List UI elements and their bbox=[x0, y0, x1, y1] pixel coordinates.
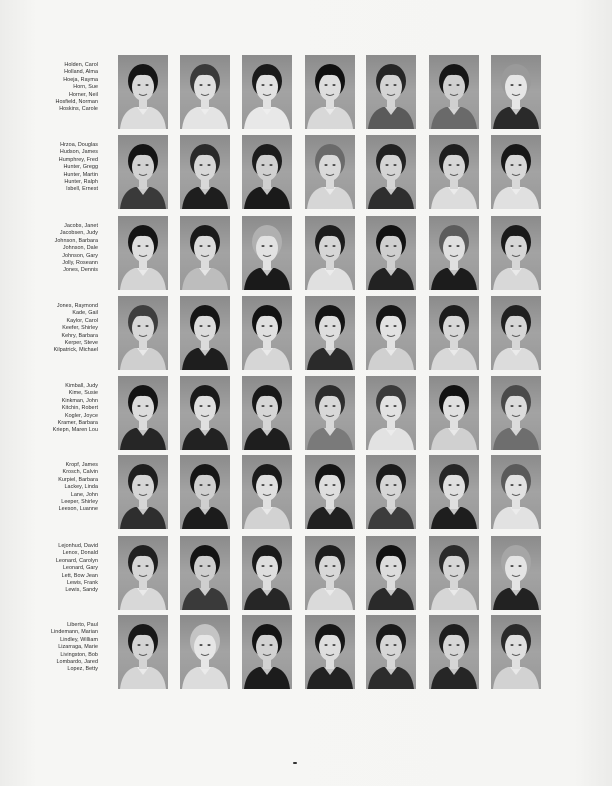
portrait-image bbox=[180, 376, 230, 450]
student-name: Kimball, Judy bbox=[65, 383, 98, 389]
student-name: Holden, Carol bbox=[64, 62, 98, 68]
student-portrait bbox=[242, 536, 292, 610]
student-portrait bbox=[491, 135, 541, 209]
student-portrait bbox=[180, 55, 230, 129]
portrait-image bbox=[242, 216, 292, 290]
student-name: Jones, Raymond bbox=[56, 303, 98, 309]
student-portrait bbox=[242, 615, 292, 689]
student-name: Hoskins, Carole bbox=[59, 106, 98, 113]
student-name: Kerper, Steve bbox=[64, 340, 98, 347]
student-portrait bbox=[366, 216, 416, 290]
student-portrait bbox=[180, 135, 230, 209]
student-row bbox=[0, 536, 612, 612]
name-list bbox=[20, 303, 98, 355]
student-name: Krosch, Calvin bbox=[62, 469, 98, 476]
student-portrait bbox=[491, 216, 541, 290]
portrait-image bbox=[429, 296, 479, 370]
student-portrait bbox=[305, 615, 355, 689]
student-portrait bbox=[429, 216, 479, 290]
student-portrait bbox=[366, 615, 416, 689]
student-name: Kogler, Joyce bbox=[64, 412, 98, 419]
portrait-image bbox=[118, 455, 168, 529]
student-name: Hosfield, Norman bbox=[55, 99, 98, 106]
student-name: Lane, John bbox=[70, 491, 98, 498]
portrait-image bbox=[366, 536, 416, 610]
portrait-image bbox=[366, 376, 416, 450]
portrait-image bbox=[118, 376, 168, 450]
student-portrait bbox=[180, 216, 230, 290]
student-portrait bbox=[491, 615, 541, 689]
student-name: Johnson, Dale bbox=[62, 245, 98, 252]
student-name: Kitchin, Robert bbox=[61, 405, 98, 412]
portrait-image bbox=[366, 296, 416, 370]
student-portrait bbox=[118, 135, 168, 209]
student-name: Johnson, Barbara bbox=[54, 237, 98, 244]
student-portrait bbox=[366, 455, 416, 529]
student-name: Leonard, Carolyn bbox=[55, 557, 98, 564]
student-portrait bbox=[491, 536, 541, 610]
portrait-image bbox=[305, 135, 355, 209]
student-name: Lewis, Frank bbox=[66, 580, 98, 587]
student-name: Kurpiel, Barbara bbox=[58, 476, 98, 483]
student-name: Kade, Gail bbox=[72, 310, 98, 317]
student-name: Kehry, Barbara bbox=[61, 332, 98, 339]
student-portrait bbox=[429, 55, 479, 129]
portrait-image bbox=[305, 615, 355, 689]
student-portrait bbox=[429, 536, 479, 610]
portrait-image bbox=[180, 135, 230, 209]
student-name: Leonard, Gary bbox=[62, 565, 98, 572]
student-name: Jacobs, Janet bbox=[64, 223, 98, 229]
student-name: Liberto, Paul bbox=[67, 622, 98, 628]
portrait-image bbox=[242, 135, 292, 209]
portrait-image bbox=[491, 615, 541, 689]
student-portrait bbox=[242, 135, 292, 209]
student-row bbox=[0, 615, 612, 691]
portrait-image bbox=[491, 296, 541, 370]
portrait-image bbox=[429, 536, 479, 610]
student-name: Leeper, Shirley bbox=[61, 499, 98, 506]
student-name: Jones, Dennis bbox=[63, 267, 98, 274]
student-name: Lackey, Linda bbox=[64, 484, 98, 491]
student-name: Lett, Bow Jean bbox=[61, 572, 98, 579]
student-portrait bbox=[242, 376, 292, 450]
student-portrait bbox=[242, 55, 292, 129]
student-portrait bbox=[305, 536, 355, 610]
student-name: Kinkman, John bbox=[61, 397, 98, 404]
student-portrait bbox=[180, 455, 230, 529]
student-portrait bbox=[305, 455, 355, 529]
portrait-image bbox=[491, 536, 541, 610]
student-portrait bbox=[429, 615, 479, 689]
portrait-image bbox=[366, 615, 416, 689]
student-portrait bbox=[180, 536, 230, 610]
name-list bbox=[20, 622, 98, 674]
student-name: Hoeja, Rayma bbox=[63, 76, 98, 83]
student-portrait bbox=[305, 135, 355, 209]
student-portrait bbox=[180, 376, 230, 450]
portrait-image bbox=[429, 216, 479, 290]
name-list bbox=[20, 462, 98, 514]
portrait-image bbox=[180, 296, 230, 370]
student-portrait bbox=[118, 455, 168, 529]
student-name: Isbell, Ernest bbox=[66, 186, 98, 193]
portrait-image bbox=[242, 376, 292, 450]
student-name: Humphrey, Fred bbox=[58, 156, 98, 163]
portrait-image bbox=[118, 536, 168, 610]
student-portrait bbox=[180, 615, 230, 689]
portrait-image bbox=[491, 216, 541, 290]
portrait-image bbox=[305, 216, 355, 290]
portrait-image bbox=[242, 55, 292, 129]
student-portrait bbox=[118, 536, 168, 610]
student-portrait bbox=[491, 296, 541, 370]
portrait-image bbox=[305, 376, 355, 450]
portrait-image bbox=[242, 455, 292, 529]
student-portrait bbox=[491, 55, 541, 129]
portrait-image bbox=[118, 55, 168, 129]
student-name: Lopez, Betty bbox=[67, 666, 98, 673]
page-mark bbox=[293, 762, 297, 764]
name-list bbox=[20, 543, 98, 595]
student-name: Livingston, Bob bbox=[60, 651, 98, 658]
student-name: Kropf, James bbox=[65, 462, 98, 468]
student-name: Lindley, William bbox=[60, 636, 98, 643]
portrait-image bbox=[118, 615, 168, 689]
portrait-image bbox=[180, 216, 230, 290]
student-name: Lombardo, Jared bbox=[56, 659, 98, 666]
portrait-image bbox=[429, 615, 479, 689]
student-name: Kriepn, Maren Lou bbox=[52, 427, 98, 434]
portrait-image bbox=[429, 455, 479, 529]
student-portrait bbox=[366, 135, 416, 209]
student-portrait bbox=[429, 376, 479, 450]
portrait-image bbox=[118, 296, 168, 370]
student-portrait bbox=[242, 455, 292, 529]
student-name: Hrzoa, Douglas bbox=[60, 142, 98, 148]
portrait-image bbox=[491, 55, 541, 129]
student-name: Kaylor, Carol bbox=[66, 317, 98, 324]
student-row bbox=[0, 455, 612, 531]
student-portrait bbox=[491, 376, 541, 450]
portrait-image bbox=[118, 135, 168, 209]
student-portrait bbox=[305, 55, 355, 129]
student-name: Lejonhud, David bbox=[58, 543, 98, 549]
student-row bbox=[0, 296, 612, 372]
student-name: Keefer, Shirley bbox=[62, 325, 98, 332]
student-name: Kramer, Barbara bbox=[57, 420, 98, 427]
portrait-image bbox=[366, 55, 416, 129]
student-portrait bbox=[180, 296, 230, 370]
name-list bbox=[20, 142, 98, 194]
student-portrait bbox=[429, 455, 479, 529]
student-portrait bbox=[305, 296, 355, 370]
student-name: Kilpatrick, Michael bbox=[53, 347, 98, 354]
student-name: Lenox, Donald bbox=[62, 550, 98, 557]
portrait-image bbox=[242, 296, 292, 370]
student-portrait bbox=[491, 455, 541, 529]
portrait-image bbox=[180, 455, 230, 529]
portrait-image bbox=[180, 536, 230, 610]
student-name: Hunter, Martin bbox=[63, 171, 98, 178]
student-row bbox=[0, 55, 612, 131]
student-name: Johnson, Gary bbox=[62, 252, 98, 259]
student-portrait bbox=[118, 296, 168, 370]
portrait-image bbox=[305, 55, 355, 129]
student-name: Horn, Sue bbox=[73, 84, 98, 91]
student-portrait bbox=[366, 55, 416, 129]
student-portrait bbox=[366, 376, 416, 450]
portrait-image bbox=[491, 135, 541, 209]
portrait-image bbox=[429, 376, 479, 450]
name-list bbox=[20, 383, 98, 435]
student-portrait bbox=[118, 55, 168, 129]
portrait-image bbox=[305, 536, 355, 610]
portrait-image bbox=[491, 455, 541, 529]
student-row bbox=[0, 376, 612, 452]
portrait-image bbox=[242, 536, 292, 610]
student-name: Hunter, Gregg bbox=[63, 164, 98, 171]
portrait-image bbox=[305, 455, 355, 529]
portrait-image bbox=[118, 216, 168, 290]
portrait-image bbox=[366, 455, 416, 529]
student-portrait bbox=[366, 536, 416, 610]
student-portrait bbox=[118, 376, 168, 450]
student-name: Leeson, Luanne bbox=[58, 506, 98, 513]
name-list bbox=[20, 223, 98, 275]
student-portrait bbox=[429, 135, 479, 209]
student-name: Horner, Neil bbox=[68, 91, 98, 98]
student-name: Jolly, Roseann bbox=[62, 260, 98, 267]
student-name: Lizarraga, Marie bbox=[58, 644, 98, 651]
student-name: Lindemann, Marian bbox=[51, 629, 98, 636]
student-portrait bbox=[242, 296, 292, 370]
student-portrait bbox=[366, 296, 416, 370]
student-name: Holland, Alma bbox=[64, 69, 98, 76]
student-name: Hunter, Ralph bbox=[64, 179, 98, 186]
student-portrait bbox=[242, 216, 292, 290]
student-name: Jacobsen, Judy bbox=[59, 230, 98, 237]
student-row bbox=[0, 135, 612, 211]
student-name: Kime, Susie bbox=[68, 390, 98, 397]
portrait-image bbox=[366, 216, 416, 290]
portrait-image bbox=[242, 615, 292, 689]
student-name: Lewis, Sandy bbox=[65, 587, 98, 594]
portrait-image bbox=[429, 55, 479, 129]
student-portrait bbox=[305, 376, 355, 450]
student-portrait bbox=[118, 216, 168, 290]
portrait-image bbox=[180, 615, 230, 689]
portrait-image bbox=[180, 55, 230, 129]
student-name: Hudson, James bbox=[59, 149, 98, 156]
student-portrait bbox=[429, 296, 479, 370]
portrait-image bbox=[429, 135, 479, 209]
student-portrait bbox=[305, 216, 355, 290]
student-portrait bbox=[118, 615, 168, 689]
name-list bbox=[20, 62, 98, 114]
portrait-image bbox=[366, 135, 416, 209]
portrait-image bbox=[491, 376, 541, 450]
student-row bbox=[0, 216, 612, 292]
portrait-image bbox=[305, 296, 355, 370]
